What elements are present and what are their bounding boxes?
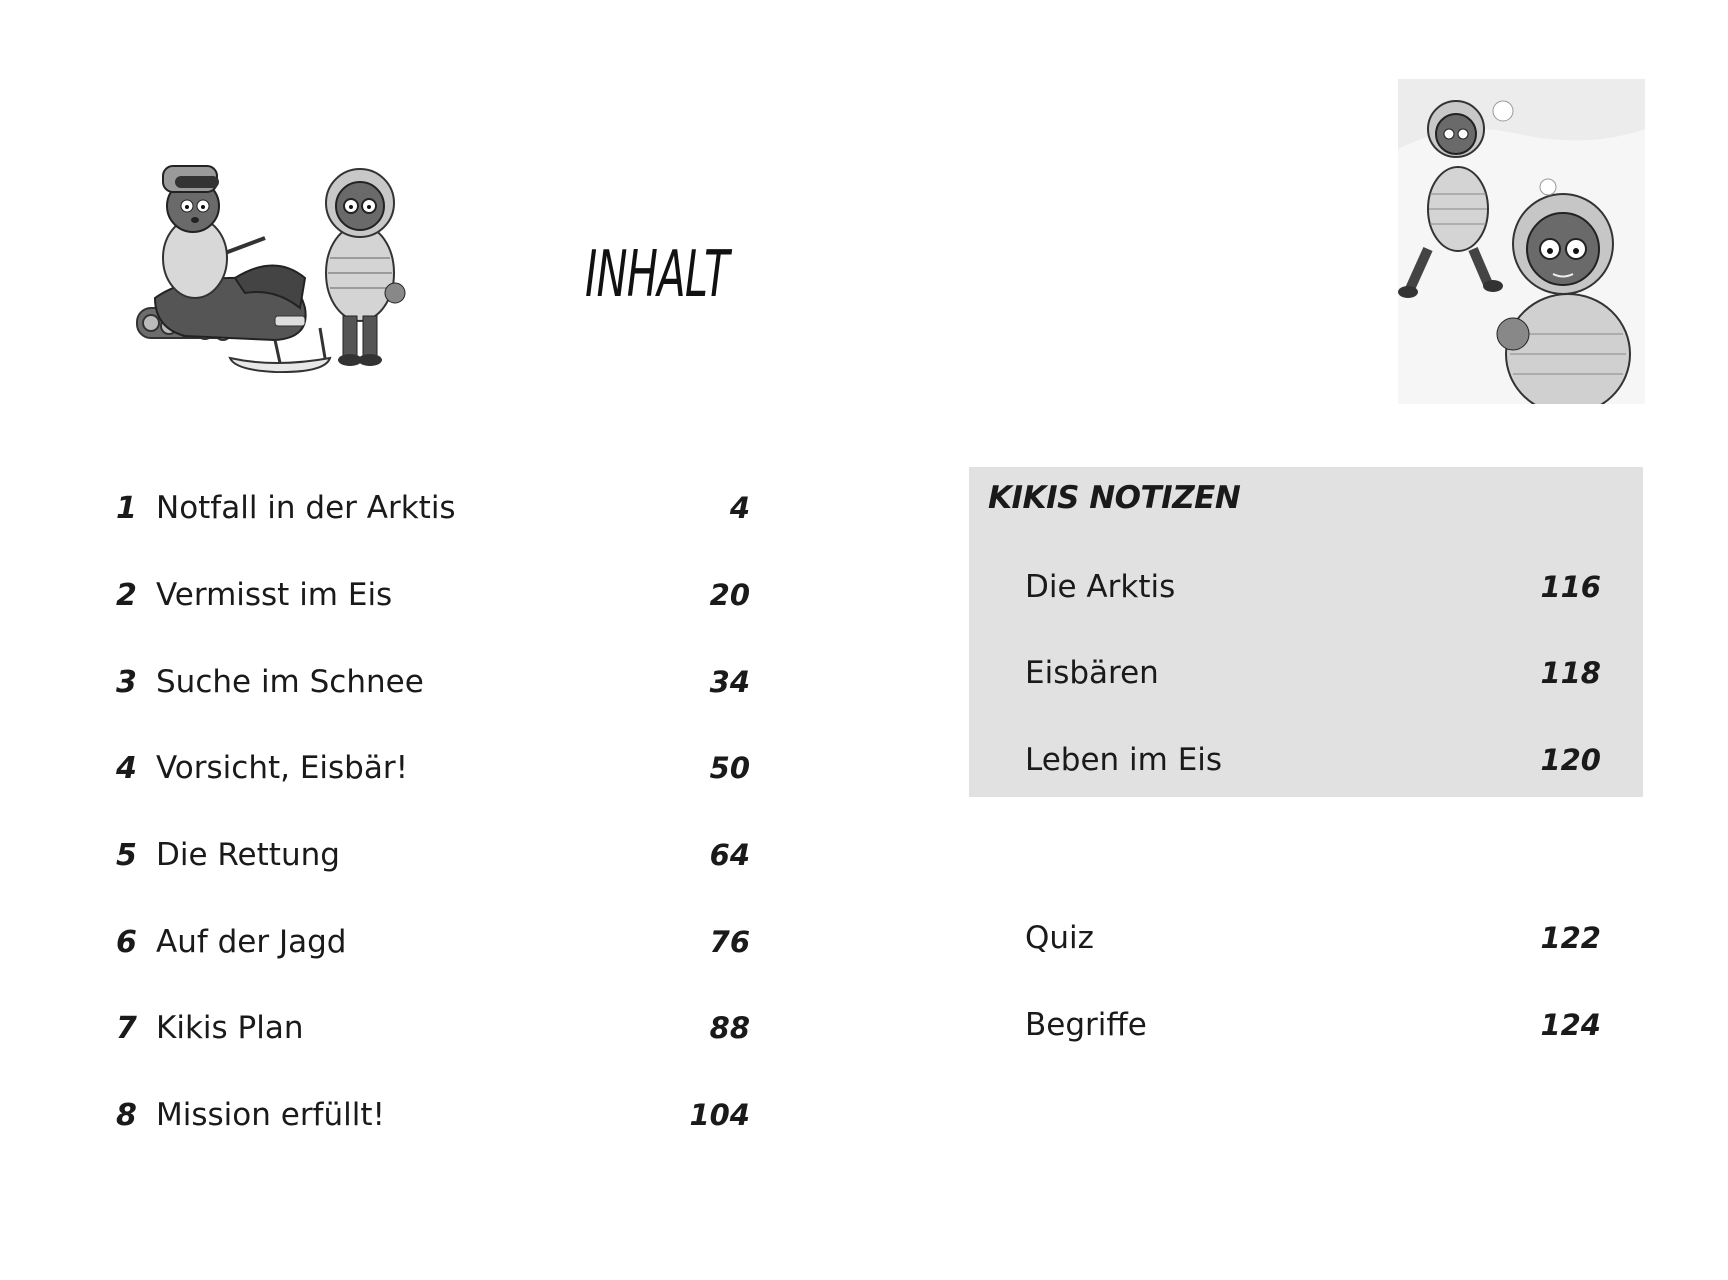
chapter-title: Vorsicht, Eisbär! — [156, 750, 409, 786]
notes-row[interactable] — [1025, 738, 1601, 782]
extras-title: Begriffe — [1025, 1007, 1147, 1043]
notes-row[interactable] — [1025, 565, 1601, 609]
chapter-page: 50 — [709, 751, 750, 785]
notes-page: 120 — [1540, 743, 1601, 777]
chapter-number: 6 — [116, 924, 137, 960]
notes-page: 118 — [1540, 656, 1601, 690]
notes-title: Die Arktis — [1025, 569, 1176, 605]
chapter-title: Mission erfüllt! — [156, 1097, 385, 1133]
chapter-page: 104 — [689, 1098, 750, 1132]
snowmobile-kids-illustration — [125, 158, 425, 386]
chapter-number: 7 — [116, 1010, 137, 1046]
extras-row[interactable] — [1025, 916, 1601, 960]
chapter-title: Vermisst im Eis — [156, 577, 393, 613]
chapter-row[interactable] — [116, 660, 750, 704]
notes-heading: KIKIS NOTIZEN — [988, 480, 1241, 516]
chapter-row[interactable] — [116, 1006, 750, 1050]
chapter-row[interactable] — [116, 920, 750, 964]
extras-page: 122 — [1540, 921, 1601, 955]
chapter-row[interactable] — [116, 1093, 750, 1137]
chapter-number: 8 — [116, 1097, 137, 1133]
chapter-number: 5 — [116, 837, 137, 873]
chapter-title: Kikis Plan — [156, 1010, 304, 1046]
extras-page: 124 — [1540, 1008, 1601, 1042]
extras-row[interactable] — [1025, 1003, 1601, 1047]
notes-title: Eisbären — [1025, 655, 1159, 691]
chapter-number: 2 — [116, 577, 137, 613]
chapter-page: 88 — [709, 1011, 750, 1045]
chapter-title: Auf der Jagd — [156, 924, 347, 960]
chapter-page: 64 — [709, 838, 750, 872]
chapter-page: 76 — [709, 925, 750, 959]
chapter-page: 4 — [729, 491, 750, 525]
chapter-row[interactable] — [116, 486, 750, 530]
page-title: INHALT — [585, 238, 729, 312]
chapter-row[interactable] — [116, 573, 750, 617]
chapter-row[interactable] — [116, 746, 750, 790]
extras-title: Quiz — [1025, 920, 1094, 956]
snowball-fight-illustration — [1398, 79, 1645, 404]
chapter-number: 3 — [116, 664, 137, 700]
chapter-row[interactable] — [116, 833, 750, 877]
chapter-number: 4 — [116, 750, 137, 786]
chapter-number: 1 — [116, 490, 137, 526]
chapter-page: 20 — [709, 578, 750, 612]
notes-title: Leben im Eis — [1025, 742, 1223, 778]
notes-page: 116 — [1540, 570, 1601, 604]
chapter-title: Notfall in der Arktis — [156, 490, 456, 526]
chapter-title: Suche im Schnee — [156, 664, 424, 700]
notes-row[interactable] — [1025, 651, 1601, 695]
chapter-title: Die Rettung — [156, 837, 340, 873]
chapter-page: 34 — [709, 665, 750, 699]
